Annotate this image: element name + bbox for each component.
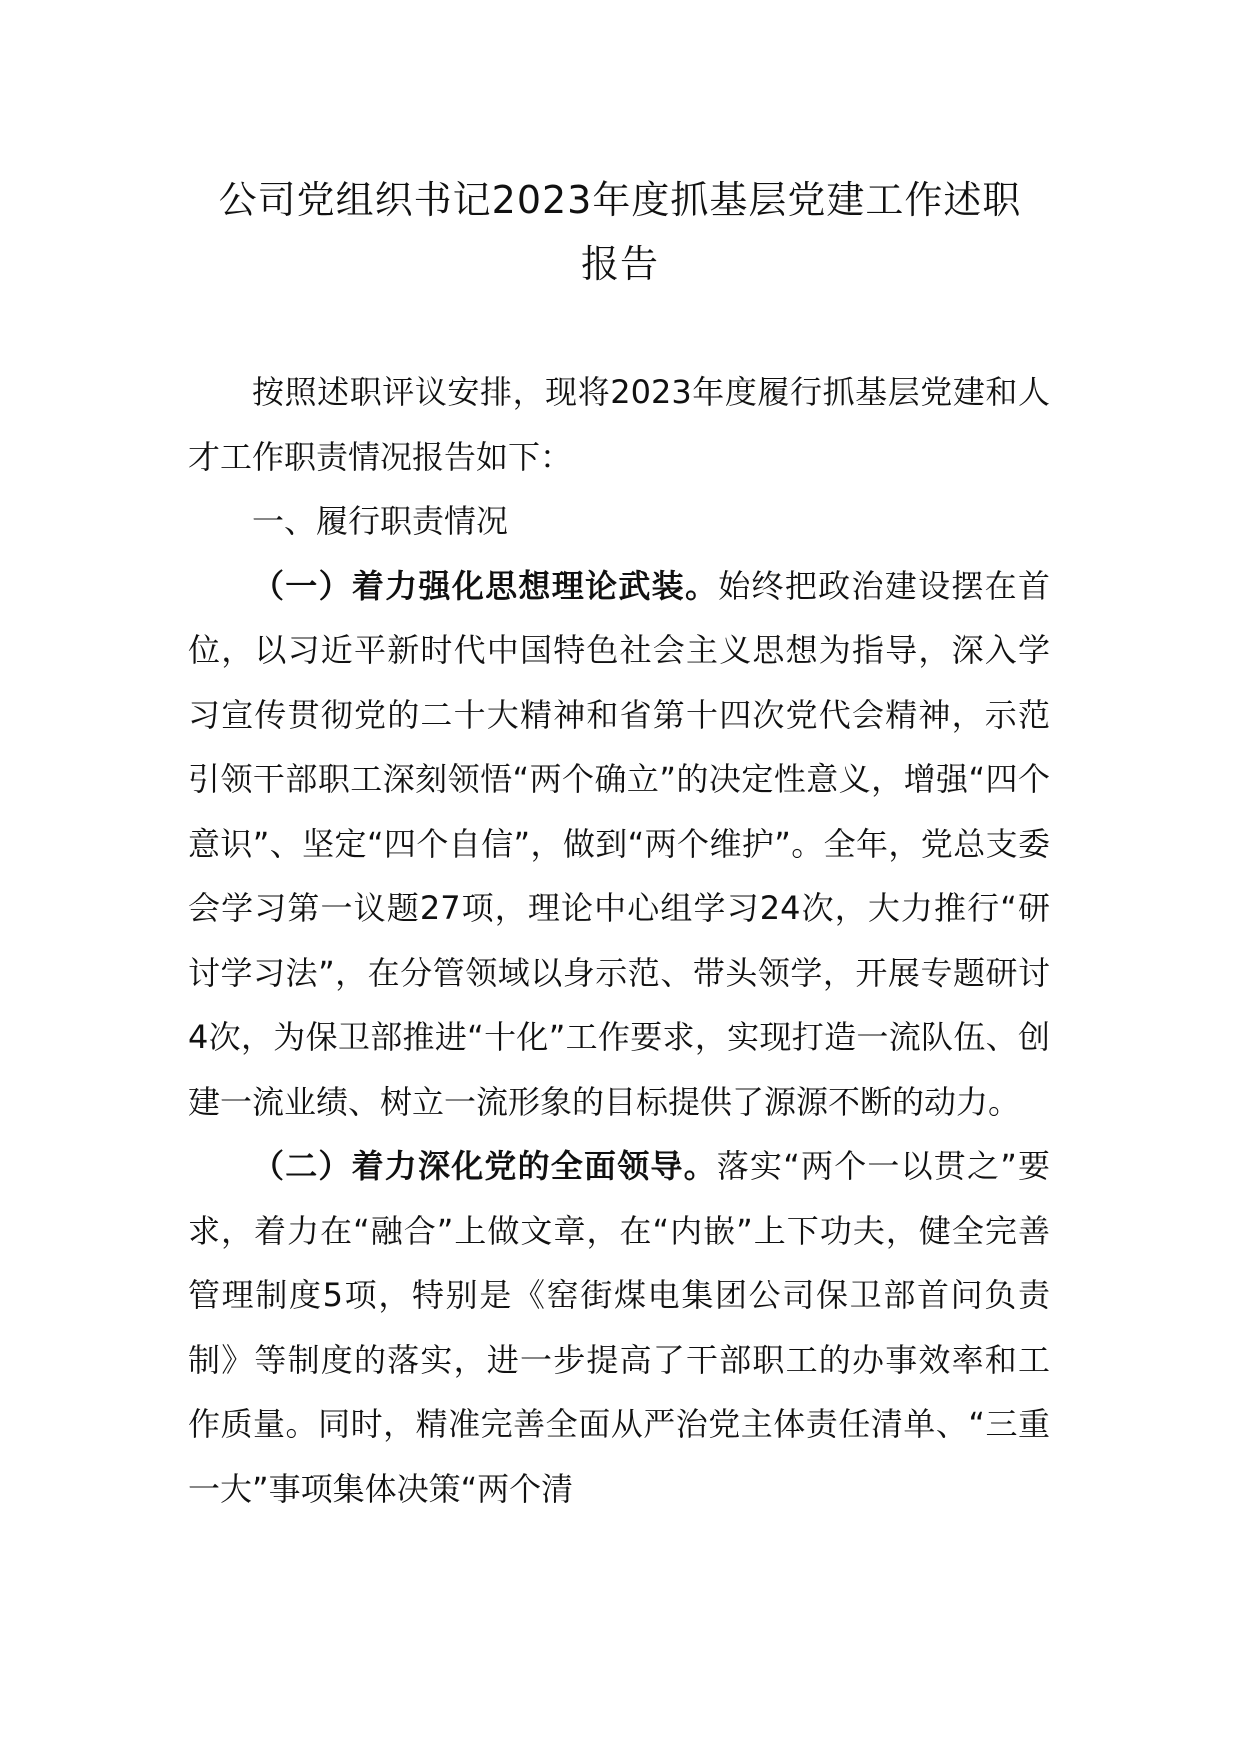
document-body (188, 360, 1050, 1521)
item-2-text: 落实“两个一以贯之”要求，着力在“融合”上做文章，在“内嵌”上下功夫，健全完善管理制度5项，特别是《窑街煤电集团公司保卫部首问负责制》等制度的落实，进一步提高了干部职工的办事效率和工作质量。同时，精准完善全面从严治党主体责任清单、“三重一大”事项集体决策“两个清 (188, 1147, 1050, 1508)
section-heading: 一、履行职责情况 (252, 502, 509, 540)
paragraph-item-2 (188, 1134, 1050, 1521)
title-line-1: 公司党组织书记2023年度抓基层党建工作述职 (218, 178, 1022, 222)
document-title (150, 168, 1090, 296)
intro-paragraph: 按照述职评议安排，现将2023年度履行抓基层党建和人才工作职责情况报告如下： (188, 373, 1050, 476)
item-1-text: 始终把政治建设摆在首位，以习近平新时代中国特色社会主义思想为指导，深入学习宣传贯彻党的二十大精神和省第十四次党代会精神，示范引领干部职工深刻领悟“两个确立”的决定性意义，增强“四个意识”、坚定“四个自信”，做到“两个维护”。全年，党总支委会学习第一议题27项，理论中心组学习24次，大力推行“研讨学习法”，在分管领域以身示范、带头领学，开展专题研讨4次，为保卫部推进“十化”工作要求，实现打造一流队伍、创建一流业绩、树立一流形象的目标提供了源源不断的动力。 (188, 566, 1050, 1121)
paragraph-item-1 (188, 554, 1050, 1135)
item-1-heading: （一）着力强化思想理论武装。 (252, 566, 719, 605)
item-2-heading: （二）着力深化党的全面领导。 (252, 1147, 717, 1185)
title-line-2: 报告 (580, 242, 659, 286)
